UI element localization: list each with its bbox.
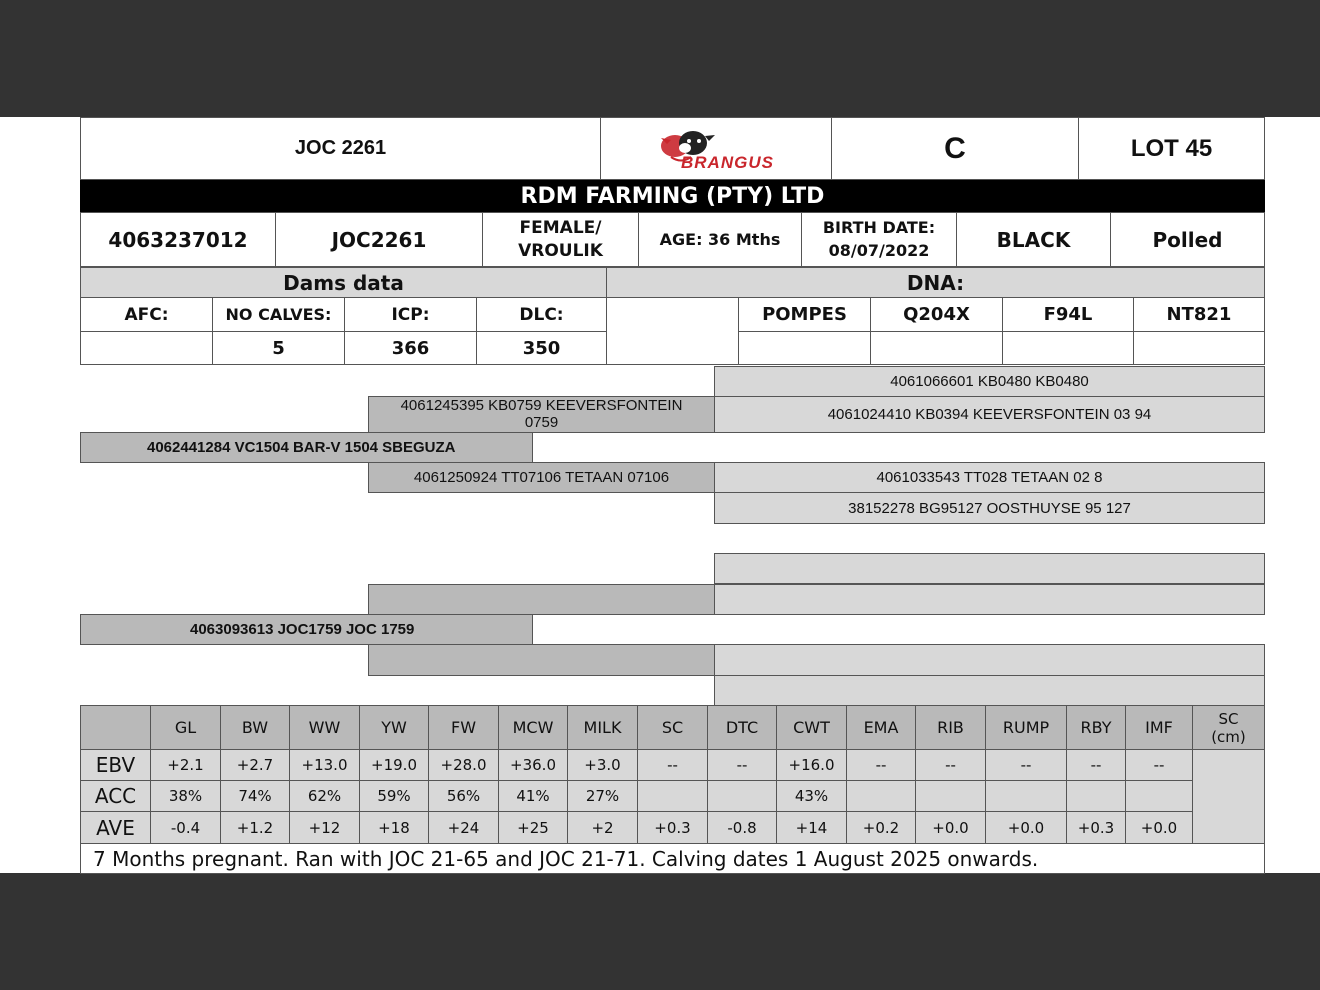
ebv-value: +2.7 <box>220 749 290 781</box>
dna-value-q204x <box>870 331 1003 365</box>
ave-value: -0.8 <box>707 811 777 844</box>
dna-label-nt821: NT821 <box>1133 297 1265 332</box>
dna-label-f94l: F94L <box>1002 297 1134 332</box>
animal-code: JOC 2261 <box>80 117 601 180</box>
birth-date-value: 08/07/2022 <box>828 240 930 260</box>
acc-row-label: ACC <box>80 780 151 812</box>
tag-number: JOC2261 <box>275 212 483 267</box>
ebv-header-ww: WW <box>289 705 360 750</box>
pedigree-dam-sire <box>368 584 715 615</box>
ebv-header-sc-cm <box>1192 705 1265 750</box>
acc-value: 43% <box>776 780 847 812</box>
pedigree-sire-dam-sire: 4061033543 TT028 TETAAN 02 8 <box>714 462 1265 493</box>
ebv-value: +28.0 <box>428 749 499 781</box>
ave-value: +0.0 <box>915 811 986 844</box>
acc-value: 62% <box>289 780 360 812</box>
ebv-value: -- <box>846 749 916 781</box>
ebv-header-fw: FW <box>428 705 499 750</box>
ave-value: +0.2 <box>846 811 916 844</box>
ebv-header-gl: GL <box>150 705 221 750</box>
ebv-table <box>80 705 1265 843</box>
ebv-header-dtc: DTC <box>707 705 777 750</box>
ebv-header-cwt: CWT <box>776 705 847 750</box>
ebv-value: +36.0 <box>498 749 568 781</box>
dams-data-title: Dams data <box>80 267 607 298</box>
ebv-header-bw: BW <box>220 705 290 750</box>
dlc-value: 350 <box>476 331 607 365</box>
icp-value: 366 <box>344 331 477 365</box>
acc-value: 38% <box>150 780 221 812</box>
ebv-header-imf: IMF <box>1125 705 1193 750</box>
acc-value <box>637 780 708 812</box>
sc-cm-values <box>1192 749 1265 844</box>
dna-label-q204x: Q204X <box>870 297 1003 332</box>
dlc-label: DLC: <box>476 297 607 332</box>
ebv-header-sc: SC <box>637 705 708 750</box>
lot-number: LOT 45 <box>1078 117 1265 180</box>
horn-status: Polled <box>1110 212 1265 267</box>
ebv-header-milk: MILK <box>567 705 638 750</box>
ebv-header-rump: RUMP <box>985 705 1067 750</box>
ebv-header-rib: RIB <box>915 705 986 750</box>
ebv-value: -- <box>707 749 777 781</box>
acc-value <box>1066 780 1126 812</box>
pedigree-sire-dam: 4061250924 TT07106 TETAAN 07106 <box>368 462 715 493</box>
pedigree-dam-sire-sire <box>714 553 1265 584</box>
sex <box>482 212 639 267</box>
acc-value: 56% <box>428 780 499 812</box>
acc-value <box>707 780 777 812</box>
pedigree-dam-sire-dam <box>714 584 1265 615</box>
logo-text: BRANGUS <box>681 152 774 172</box>
acc-value: 27% <box>567 780 638 812</box>
sex-line2: VROULIK <box>518 240 603 261</box>
lot-card <box>0 117 1320 873</box>
ebv-corner <box>80 705 151 750</box>
pedigree-dam: 4063093613 JOC1759 JOC 1759 <box>80 614 533 645</box>
birth-date <box>801 212 957 267</box>
ave-value: +0.3 <box>1066 811 1126 844</box>
age: AGE: 36 Mths <box>638 212 802 267</box>
pedigree-sire-sire: 4061245395 KB0759 KEEVERSFONTEIN 0759 <box>368 396 715 433</box>
cattle-head-icon <box>641 126 791 172</box>
pedigree-sire-sire-sire: 4061066601 KB0480 KB0480 <box>714 366 1265 397</box>
dna-value-pompes <box>738 331 871 365</box>
no-calves-label: NO CALVES: <box>212 297 345 332</box>
sc-cm-line1: SC <box>1218 709 1239 728</box>
ebv-value: +2.1 <box>150 749 221 781</box>
ave-value: +0.3 <box>637 811 708 844</box>
ave-value: +18 <box>359 811 429 844</box>
acc-value <box>1125 780 1193 812</box>
dna-blank <box>606 297 739 365</box>
acc-value: 74% <box>220 780 290 812</box>
pedigree-sire-sire-dam: 4061024410 KB0394 KEEVERSFONTEIN 03 94 <box>714 396 1265 433</box>
dna-value-nt821 <box>1133 331 1265 365</box>
ebv-header-rby: RBY <box>1066 705 1126 750</box>
colour: BLACK <box>956 212 1111 267</box>
ave-value: +2 <box>567 811 638 844</box>
notes: 7 Months pregnant. Ran with JOC 21-65 and JOC 21-71. Calving dates 1 August 2025 onwards. <box>80 843 1265 874</box>
ave-value: +24 <box>428 811 499 844</box>
acc-value: 41% <box>498 780 568 812</box>
ave-value: +25 <box>498 811 568 844</box>
sc-cm-line2: (cm) <box>1211 727 1246 746</box>
birth-date-label: BIRTH DATE: <box>822 218 936 238</box>
ebv-value: +3.0 <box>567 749 638 781</box>
acc-value <box>985 780 1067 812</box>
ebv-value: -- <box>1066 749 1126 781</box>
grade: C <box>831 117 1079 180</box>
ave-value: +0.0 <box>1125 811 1193 844</box>
ave-value: +14 <box>776 811 847 844</box>
dna-value-f94l <box>1002 331 1134 365</box>
ebv-value: +13.0 <box>289 749 360 781</box>
sex-line1: FEMALE/ <box>519 218 602 239</box>
ebv-value: -- <box>1125 749 1193 781</box>
acc-value <box>846 780 916 812</box>
dna-label-pompes: POMPES <box>738 297 871 332</box>
afc-value <box>80 331 213 365</box>
pedigree-dam-dam <box>368 644 715 676</box>
pedigree-dam-dam-sire <box>714 644 1265 676</box>
ave-row-label: AVE <box>80 811 151 844</box>
ebv-row-label: EBV <box>80 749 151 781</box>
ave-value: +12 <box>289 811 360 844</box>
acc-value <box>915 780 986 812</box>
ebv-value: -- <box>985 749 1067 781</box>
dna-title: DNA: <box>606 267 1265 298</box>
acc-value: 59% <box>359 780 429 812</box>
ebv-value: -- <box>637 749 708 781</box>
no-calves-value: 5 <box>212 331 345 365</box>
ave-value: -0.4 <box>150 811 221 844</box>
icp-label: ICP: <box>344 297 477 332</box>
ebv-header-ema: EMA <box>846 705 916 750</box>
brangus-logo <box>600 117 832 180</box>
ebv-value: +16.0 <box>776 749 847 781</box>
ebv-header-mcw: MCW <box>498 705 568 750</box>
afc-label: AFC: <box>80 297 213 332</box>
farm-name: RDM FARMING (PTY) LTD <box>80 180 1265 212</box>
id-number: 4063237012 <box>80 212 276 267</box>
ave-value: +1.2 <box>220 811 290 844</box>
ebv-header-yw: YW <box>359 705 429 750</box>
ave-value: +0.0 <box>985 811 1067 844</box>
ebv-value: -- <box>915 749 986 781</box>
pedigree-sire: 4062441284 VC1504 BAR-V 1504 SBEGUZA <box>80 432 533 463</box>
ebv-value: +19.0 <box>359 749 429 781</box>
pedigree-dam-dam-dam <box>714 675 1265 706</box>
pedigree-sire-dam-dam: 38152278 BG95127 OOSTHUYSE 95 127 <box>714 492 1265 524</box>
